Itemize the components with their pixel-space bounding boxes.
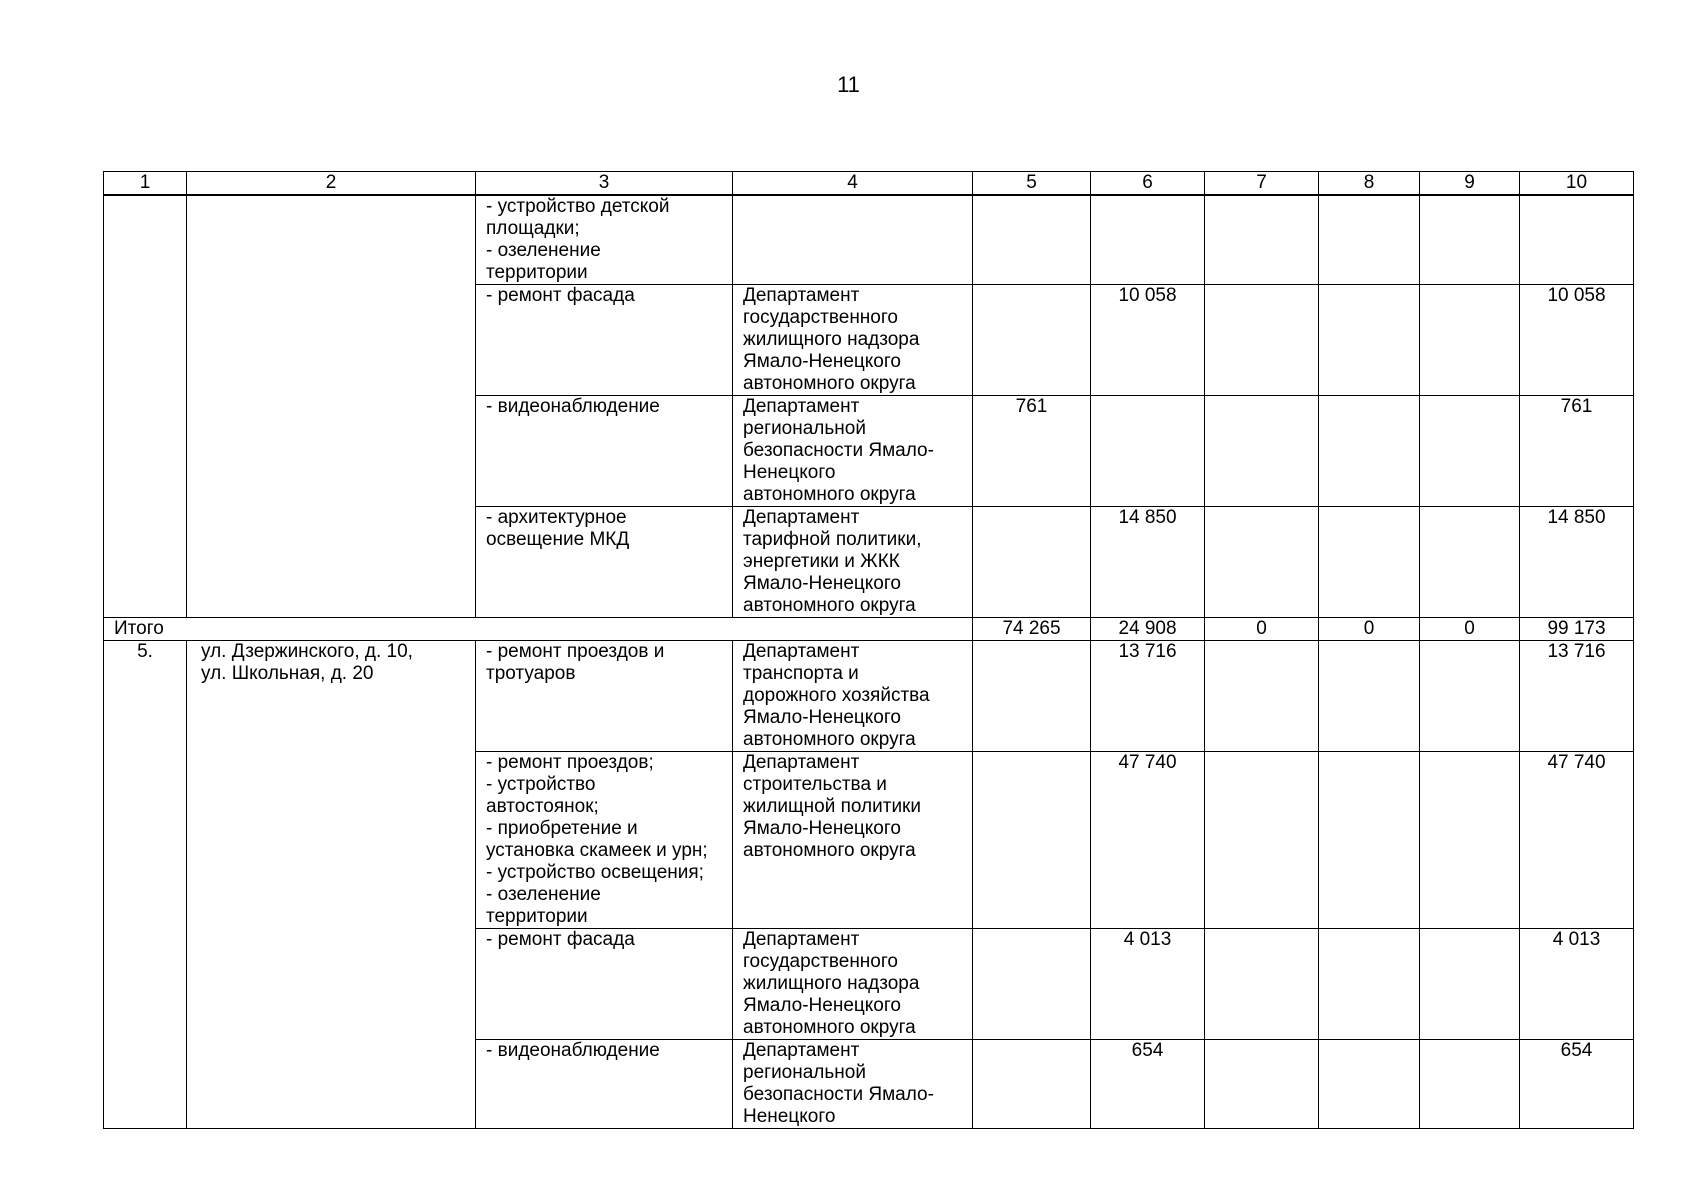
value-cell-c5 [973,641,1091,752]
department-cell-line: Ямало-Ненецкого [743,351,901,372]
value-cell-c8 [1319,396,1420,507]
value-cell-c8 [1319,285,1420,396]
works-cell-line: - озеленение [486,884,601,905]
works-cell [476,195,733,285]
value-cell-c7 [1205,195,1319,285]
column-header: 7 [1205,172,1319,196]
department-cell-line: автономного округа [743,373,916,394]
program-table [103,171,1634,1129]
department-cell [733,1040,973,1129]
works-cell-line: - ремонт фасада [486,929,635,950]
works-cell-line: - ремонт проездов и [486,641,665,662]
table-row [104,195,1634,285]
value-cell-c9 [1420,929,1520,1040]
department-cell-line: транспорта и [743,663,859,684]
works-cell [476,752,733,929]
value-cell-c9 [1420,195,1520,285]
value-cell-c10: 14 850 [1520,507,1634,618]
total-value-c8: 0 [1319,618,1420,641]
address-cell-line: ул. Школьная, д. 20 [201,663,374,684]
department-cell-line: Ямало-Ненецкого [743,818,901,839]
department-cell-line: Ненецкого [743,1106,836,1127]
value-cell-c5 [973,285,1091,396]
page-number: 11 [837,72,860,97]
value-cell-c10: 47 740 [1520,752,1634,929]
value-cell-c6: 10 058 [1091,285,1205,396]
column-header: 1 [104,172,187,196]
value-cell-c6: 13 716 [1091,641,1205,752]
department-cell-line: Ненецкого [743,462,836,483]
works-cell-line: территории [486,906,588,927]
department-cell [733,641,973,752]
value-cell-c5: 761 [973,396,1091,507]
value-cell-c7 [1205,752,1319,929]
value-cell-c9 [1420,1040,1520,1129]
total-value-c9: 0 [1420,618,1520,641]
value-cell-c8 [1319,929,1420,1040]
value-cell-c8 [1319,507,1420,618]
works-cell-line: - ремонт фасада [486,285,635,306]
department-cell-line: автономного округа [743,1017,916,1038]
department-cell [733,929,973,1040]
row-number-cell: 5. [104,641,187,1129]
column-header: 4 [733,172,973,196]
department-cell-line: региональной [743,418,866,439]
value-cell-c6: 654 [1091,1040,1205,1129]
department-cell-line: Ямало-Ненецкого [743,995,901,1016]
works-cell-line: - видеонаблюдение [486,396,660,417]
table-row [104,641,1634,752]
works-cell-line: тротуаров [486,663,576,684]
works-cell [476,396,733,507]
value-cell-c10: 10 058 [1520,285,1634,396]
column-header: 2 [187,172,476,196]
department-cell-line: Департамент [743,507,860,528]
department-cell-line: безопасности Ямало- [743,1084,934,1105]
value-cell-c5 [973,752,1091,929]
works-cell-line: освещение МКД [486,529,630,550]
value-cell-c10: 13 716 [1520,641,1634,752]
total-label: Итого [104,618,973,641]
value-cell-c8 [1319,752,1420,929]
value-cell-c10: 761 [1520,396,1634,507]
value-cell-c7 [1205,396,1319,507]
department-cell-line: жилищного надзора [743,973,920,994]
value-cell-c5 [973,195,1091,285]
works-cell-line: - ремонт проездов; [486,752,654,773]
department-cell-line: автономного округа [743,729,916,750]
works-cell-line: площадки; [486,218,580,239]
department-cell-line: государственного [743,307,898,328]
department-cell-line: энергетики и ЖКК [743,551,900,572]
works-cell-line: - видеонаблюдение [486,1040,660,1061]
works-cell [476,507,733,618]
total-value-c5: 74 265 [973,618,1091,641]
value-cell-c5 [973,507,1091,618]
value-cell-c9 [1420,752,1520,929]
works-cell-line: - приобретение и [486,818,638,839]
value-cell-c5 [973,929,1091,1040]
value-cell-c6: 4 013 [1091,929,1205,1040]
column-header: 10 [1520,172,1634,196]
department-cell-line: безопасности Ямало- [743,440,934,461]
department-cell-line: Департамент [743,396,860,417]
column-header: 9 [1420,172,1520,196]
department-cell-line: Ямало-Ненецкого [743,573,901,594]
value-cell-c9 [1420,285,1520,396]
department-cell-line: жилищного надзора [743,329,920,350]
works-cell-line: территории [486,262,588,283]
department-cell-line: Департамент [743,285,860,306]
works-cell-line: - устройство освещения; [486,862,704,883]
department-cell-line: автономного округа [743,840,916,861]
value-cell-c7 [1205,929,1319,1040]
department-cell-line: Ямало-Ненецкого [743,707,901,728]
value-cell-c7 [1205,507,1319,618]
works-cell-line: установка скамеек и урн; [486,840,708,861]
works-cell-line: - архитектурное [486,507,627,528]
column-header: 3 [476,172,733,196]
department-cell-line: дорожного хозяйства [743,685,930,706]
value-cell-c6 [1091,195,1205,285]
address-cell [187,641,476,1129]
value-cell-c9 [1420,641,1520,752]
department-cell-line: автономного округа [743,484,916,505]
total-value-c7: 0 [1205,618,1319,641]
header-row [104,172,1634,196]
department-cell [733,396,973,507]
value-cell-c6 [1091,396,1205,507]
department-cell [733,285,973,396]
department-cell [733,752,973,929]
value-cell-c9 [1420,507,1520,618]
department-cell-line: тарифной политики, [743,529,922,550]
department-cell-line: Департамент [743,1040,860,1061]
value-cell-c5 [973,1040,1091,1129]
value-cell-c7 [1205,285,1319,396]
works-cell [476,1040,733,1129]
address-cell [187,195,476,618]
column-header: 6 [1091,172,1205,196]
row-number-cell [104,195,187,618]
value-cell-c10: 654 [1520,1040,1634,1129]
works-cell [476,285,733,396]
total-value-c10: 99 173 [1520,618,1634,641]
column-header: 8 [1319,172,1420,196]
column-header: 5 [973,172,1091,196]
value-cell-c8 [1319,195,1420,285]
department-cell-line: жилищной политики [743,796,921,817]
value-cell-c7 [1205,641,1319,752]
works-cell [476,641,733,752]
value-cell-c8 [1319,641,1420,752]
department-cell-line: Департамент [743,929,860,950]
department-cell-line: строительства и [743,774,887,795]
department-cell-line: государственного [743,951,898,972]
department-cell-line: Департамент [743,752,860,773]
department-cell-line: автономного округа [743,595,916,616]
works-cell-line: автостоянок; [486,796,599,817]
address-cell-line: ул. Дзержинского, д. 10, [201,641,413,662]
works-cell-line: - устройство детской [486,196,670,217]
value-cell-c8 [1319,1040,1420,1129]
department-cell [733,195,973,285]
value-cell-c7 [1205,1040,1319,1129]
value-cell-c6: 47 740 [1091,752,1205,929]
total-value-c6: 24 908 [1091,618,1205,641]
value-cell-c10: 4 013 [1520,929,1634,1040]
works-cell-line: - устройство [486,774,596,795]
works-cell-line: - озеленение [486,240,601,261]
value-cell-c9 [1420,396,1520,507]
department-cell-line: региональной [743,1062,866,1083]
total-row [104,618,1634,641]
value-cell-c6: 14 850 [1091,507,1205,618]
works-cell [476,929,733,1040]
department-cell-line: Департамент [743,641,860,662]
department-cell [733,507,973,618]
value-cell-c10 [1520,195,1634,285]
